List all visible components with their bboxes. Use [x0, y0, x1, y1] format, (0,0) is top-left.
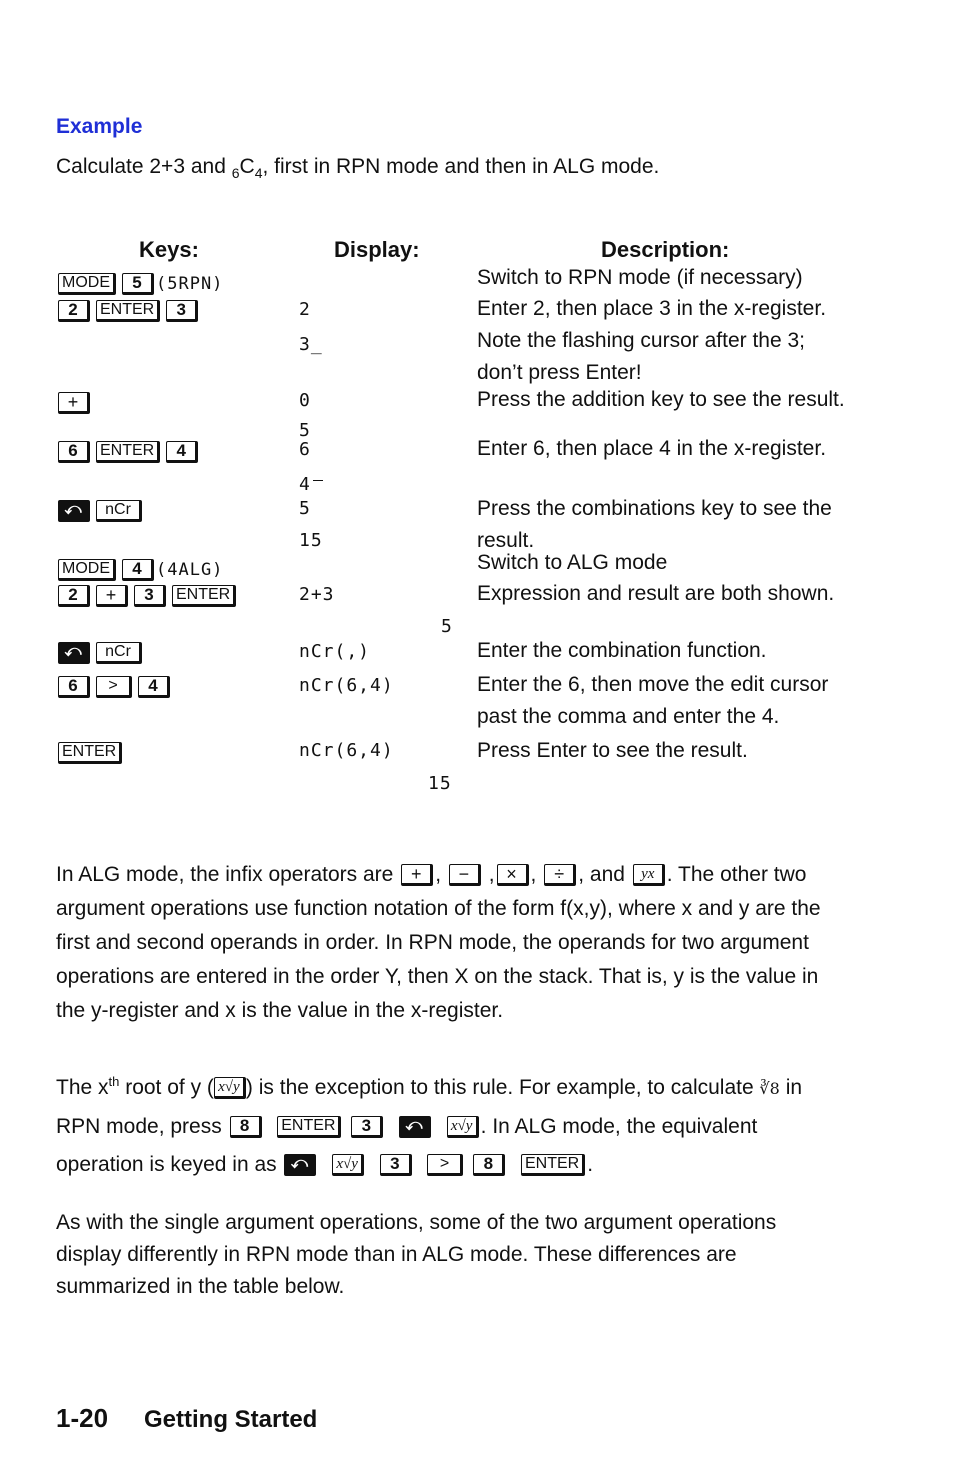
step7-suffix: (4ALG) [156, 559, 224, 580]
para1-line0: In ALG mode, the infix operators are + , − , × , ÷ , and yx . The other two [56, 863, 807, 886]
step5-desc: Press the combinations key to see the [477, 497, 832, 520]
para2-sup: th [108, 1074, 120, 1089]
eight-key: 8 [230, 1116, 262, 1138]
para1-and: , and [578, 863, 631, 886]
step11-desc2: past the comma and enter the 4. [477, 705, 780, 728]
step2-desc: Note the flashing cursor after the 3; [477, 329, 806, 352]
page-number: 1-20 [56, 1403, 109, 1433]
intro-sub-n: 6 [231, 165, 240, 182]
para1-line2: first and second operands in order. In RPN mode, the operands for two argument [56, 931, 809, 954]
three-key: 3 [166, 300, 198, 322]
right-arrow-key: > [427, 1154, 463, 1176]
para3-line1: display differently in RPN mode than in ALG mode. These differences are [56, 1243, 737, 1266]
mode-key: MODE [58, 559, 116, 581]
step6-display: 15 [299, 530, 323, 551]
para-xroot [56, 1063, 856, 1184]
para2-alg-lead: operation is keyed in as [56, 1153, 283, 1176]
step5-display: 5 [299, 498, 311, 519]
step7-keys [58, 559, 223, 581]
para2-text-b: root of y ( [119, 1076, 214, 1099]
three-key: 3 [351, 1116, 383, 1138]
intro-sub-k: 4 [254, 165, 263, 182]
step8-keys [58, 585, 236, 607]
step4-keys [58, 441, 198, 463]
step1-display: 2 [299, 299, 311, 320]
step10-display: nCr(,) [299, 641, 371, 662]
left-shift-icon: ⤺ [58, 500, 90, 522]
eight-key: 8 [473, 1154, 505, 1176]
enter-key: ENTER [521, 1154, 585, 1176]
step10-keys [58, 642, 142, 664]
cube-root-glyph: ∛8 [759, 1079, 780, 1098]
para2-line1 [56, 1108, 856, 1146]
five-key: 5 [122, 273, 154, 295]
enter-key: ENTER [277, 1116, 341, 1138]
para2-line2 [56, 1146, 856, 1184]
step4-desc: Enter 6, then place 4 in the x-register. [477, 437, 827, 460]
para3-line2: summarized in the table below. [56, 1275, 345, 1298]
col-display-header: Display: [334, 237, 420, 262]
para2-text-d: in [779, 1076, 803, 1099]
ncr-key: nCr [96, 642, 142, 664]
step12-desc: Press Enter to see the result. [477, 739, 748, 762]
step0-suffix: (5RPN) [156, 273, 224, 294]
three-key: 3 [380, 1154, 412, 1176]
para1-line1: argument operations use function notation of the form f(x,y), where x and y are the [56, 897, 821, 920]
step13-display-result: 15 [428, 773, 452, 794]
ncr-key: nCr [96, 500, 142, 522]
cursor-mark [313, 480, 323, 481]
minus-key: − [449, 864, 481, 886]
step0-desc: Switch to RPN mode (if necessary) [477, 266, 803, 289]
step10-desc: Enter the combination function. [477, 639, 767, 662]
four-key: 4 [138, 676, 170, 698]
step4-display-top: 5 [299, 420, 311, 441]
para2-text-c: ) is the exception to this rule. For example, to calculate [245, 1076, 760, 1099]
step4-display: 6 [299, 439, 311, 460]
four-key: 4 [122, 559, 154, 581]
step12-keys [58, 742, 122, 764]
para2-line0 [56, 1063, 856, 1108]
col-keys-header: Keys: [139, 237, 199, 262]
xroot-key: x√y [447, 1116, 479, 1138]
chapter-title: Getting Started [144, 1406, 318, 1433]
step5-display-top: 4 [299, 474, 311, 495]
para-infix [56, 858, 856, 1028]
para2-rpn-rest: . In ALG mode, the equivalent [480, 1115, 758, 1138]
two-key: 2 [58, 585, 90, 607]
step3-desc: Press the addition key to see the result. [477, 388, 845, 411]
step6-desc: result. [477, 529, 535, 552]
plus-key: + [58, 392, 90, 414]
step7-desc: Switch to ALG mode [477, 551, 668, 574]
intro-c: C [239, 155, 255, 178]
enter-key: ENTER [172, 585, 236, 607]
para-differences [56, 1207, 856, 1303]
three-key: 3 [134, 585, 166, 607]
plus-key: + [401, 864, 433, 886]
intro-rest: , first in RPN mode and then in ALG mode. [262, 155, 660, 178]
xroot-key: x√y [214, 1077, 246, 1099]
power-key: yx [633, 864, 665, 886]
multiply-key: × [497, 864, 529, 886]
step11-keys [58, 676, 170, 698]
enter-key: ENTER [58, 742, 122, 764]
step2-display: 3_ [299, 334, 323, 355]
step2-desc2: don’t press Enter! [477, 361, 642, 384]
step3-keys [58, 392, 90, 414]
step5-keys [58, 500, 142, 522]
left-shift-icon: ⤺ [58, 642, 90, 664]
step0-keys [58, 273, 223, 295]
para1-line3: operations are entered in the order Y, then X on the stack. That is, y is the value in [56, 965, 819, 988]
plus-key: + [96, 585, 128, 607]
para1-line4: the y-register and x is the value in the x-register. [56, 999, 504, 1022]
step11-desc: Enter the 6, then move the edit cursor [477, 673, 829, 696]
left-shift-icon: ⤺ [284, 1154, 316, 1176]
section-heading: Example [56, 115, 143, 138]
four-key: 4 [166, 441, 198, 463]
col-description-header: Description: [601, 237, 730, 262]
para3-line0: As with the single argument operations, some of the two argument operations [56, 1211, 777, 1234]
para2-text: The x [56, 1076, 109, 1099]
step8-display: 2+3 [299, 584, 335, 605]
para2-alg-rest: . [587, 1153, 594, 1176]
step12-display: nCr(6,4) [299, 740, 394, 761]
divide-key: ÷ [544, 864, 576, 886]
step11-display: nCr(6,4) [299, 675, 394, 696]
six-key: 6 [58, 676, 90, 698]
left-shift-icon: ⤺ [399, 1116, 431, 1138]
two-key: 2 [58, 300, 90, 322]
step8-desc: Expression and result are both shown. [477, 582, 835, 605]
step1-keys [58, 300, 198, 322]
step3-display: 0 [299, 390, 311, 411]
step9-display-result: 5 [441, 616, 453, 637]
six-key: 6 [58, 441, 90, 463]
right-arrow-key: > [96, 676, 132, 698]
para1-rest: . The other two [666, 863, 807, 886]
step1-desc: Enter 2, then place 3 in the x-register. [477, 297, 827, 320]
para1-lead: In ALG mode, the infix operators are [56, 863, 400, 886]
intro-text: Calculate 2+3 and [56, 155, 232, 178]
mode-key: MODE [58, 273, 116, 295]
xroot-key: x√y [332, 1154, 364, 1176]
enter-key: ENTER [96, 441, 160, 463]
para2-rpn-lead: RPN mode, press [56, 1115, 228, 1138]
enter-key: ENTER [96, 300, 160, 322]
intro-line [56, 156, 659, 180]
